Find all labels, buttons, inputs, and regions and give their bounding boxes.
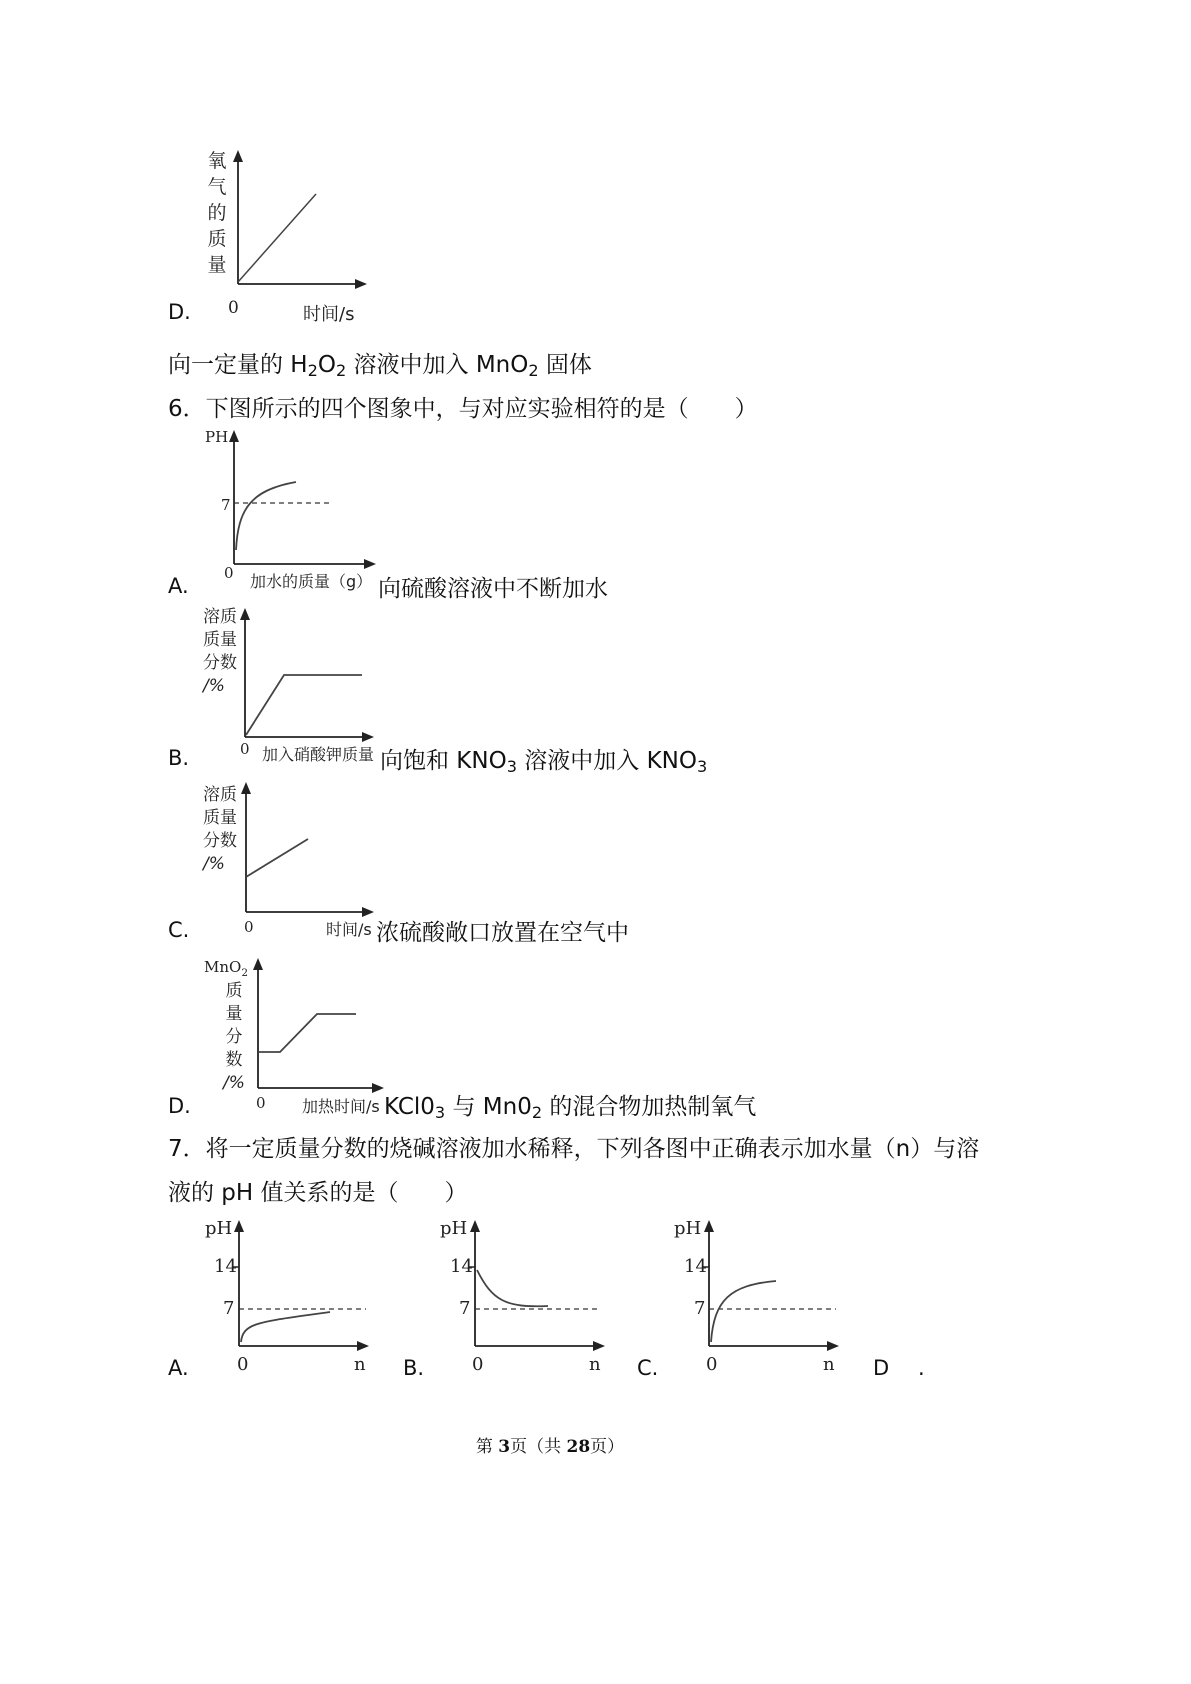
q6-a-caption: 向硫酸溶液中不断加水 [378,576,608,602]
q7-stem-line2: 液的 pH 值关系的是（ ） [168,1180,468,1206]
page-total: 28 [566,1437,591,1457]
q6-b-label: B. [168,746,190,770]
q5-d-xlabel: 时间/s [303,304,355,325]
q7-d-label: D [873,1356,890,1380]
q7-c-graph [703,1220,839,1351]
q5-d-caption: 向一定量的 $H_2O_2$ 溶液中加入 MnO$_2$ 固体 [168,352,592,380]
q7-b-tick14: 14 [450,1256,473,1277]
q5-d-origin: 0 [228,298,239,318]
q7-b-graph [469,1220,605,1351]
q7-c-xlabel: n [823,1354,835,1375]
q6-c-origin: 0 [244,918,254,936]
q7-c-tick14: 14 [684,1256,707,1277]
q6-a-xlabel: 加水的质量（g） [250,572,373,591]
q7-a-graph [233,1220,369,1351]
q7-c-ylabel: pH [674,1218,702,1239]
q7-stem-line1: 7．将一定质量分数的烧碱溶液加水稀释，下列各图中正确表示加水量（n）与溶 [168,1136,980,1162]
q6-c-ylabel: 溶质 质量 分数 /% [203,785,237,874]
q6-b-xlabel: 加入硝酸钾质量 [262,745,375,764]
q6-c-label: C. [168,918,190,942]
q6-a-label: A. [168,574,189,598]
page-footer: 第 3页（共 28页） [475,1437,625,1457]
q7-b-xlabel: n [589,1354,601,1375]
q7-b-tick7: 7 [459,1298,471,1319]
q7-a-label: A. [168,1356,189,1380]
q7-b-curve [477,1270,548,1306]
q6-d-origin: 0 [256,1094,266,1112]
q6-b-ylabel: 溶质 质量 分数 /% [203,607,237,696]
page-number: 3 [498,1437,511,1457]
q7-b-label: B. [403,1356,425,1380]
q6-d-ylabel: 质 量 分 数 /% [223,981,245,1093]
q6-a-ylabel: PH [205,428,229,446]
q7-a-tick7: 7 [223,1298,235,1319]
q6-c-caption: 浓硫酸敞口放置在空气中 [376,920,629,946]
q6-c-xlabel: 时间/s [326,920,372,939]
q7-c-label: C. [637,1356,659,1380]
q5-d-label: D. [168,300,191,324]
q6-d-label: D. [168,1094,191,1118]
q6-d-ylabel-top: MnO$_2$ [204,958,249,979]
q6-b-caption: 向饱和 $KNO_3$ 溶液中加入 $KNO_3$ [380,748,708,776]
q6-stem: 6．下图所示的四个图象中，与对应实验相符的是（ ） [168,396,758,422]
q6-a-tick7: 7 [221,496,231,514]
q7-b-ylabel: pH [440,1218,468,1239]
q7-b-origin: 0 [472,1354,484,1375]
q7-a-origin: 0 [237,1354,249,1375]
q7-d-dot: . [918,1356,925,1380]
q6-a-origin: 0 [224,564,234,582]
q6-d-caption: $KCl0_3$ 与 $Mn0_2$ 的混合物加热制氧气 [384,1094,757,1122]
q7-c-tick7: 7 [694,1298,706,1319]
q7-c-origin: 0 [706,1354,718,1375]
q7-a-xlabel: n [354,1354,366,1375]
q6-d-xlabel: 加热时间/s [302,1097,380,1116]
q7-c-curve [711,1281,776,1342]
q7-a-ylabel: pH [205,1218,233,1239]
q6-b-origin: 0 [240,740,250,758]
q5-d-ylabel: 氧 气 的 质 量 [207,150,227,276]
q7-a-curve [241,1312,330,1342]
q7-a-tick14: 14 [214,1256,237,1277]
